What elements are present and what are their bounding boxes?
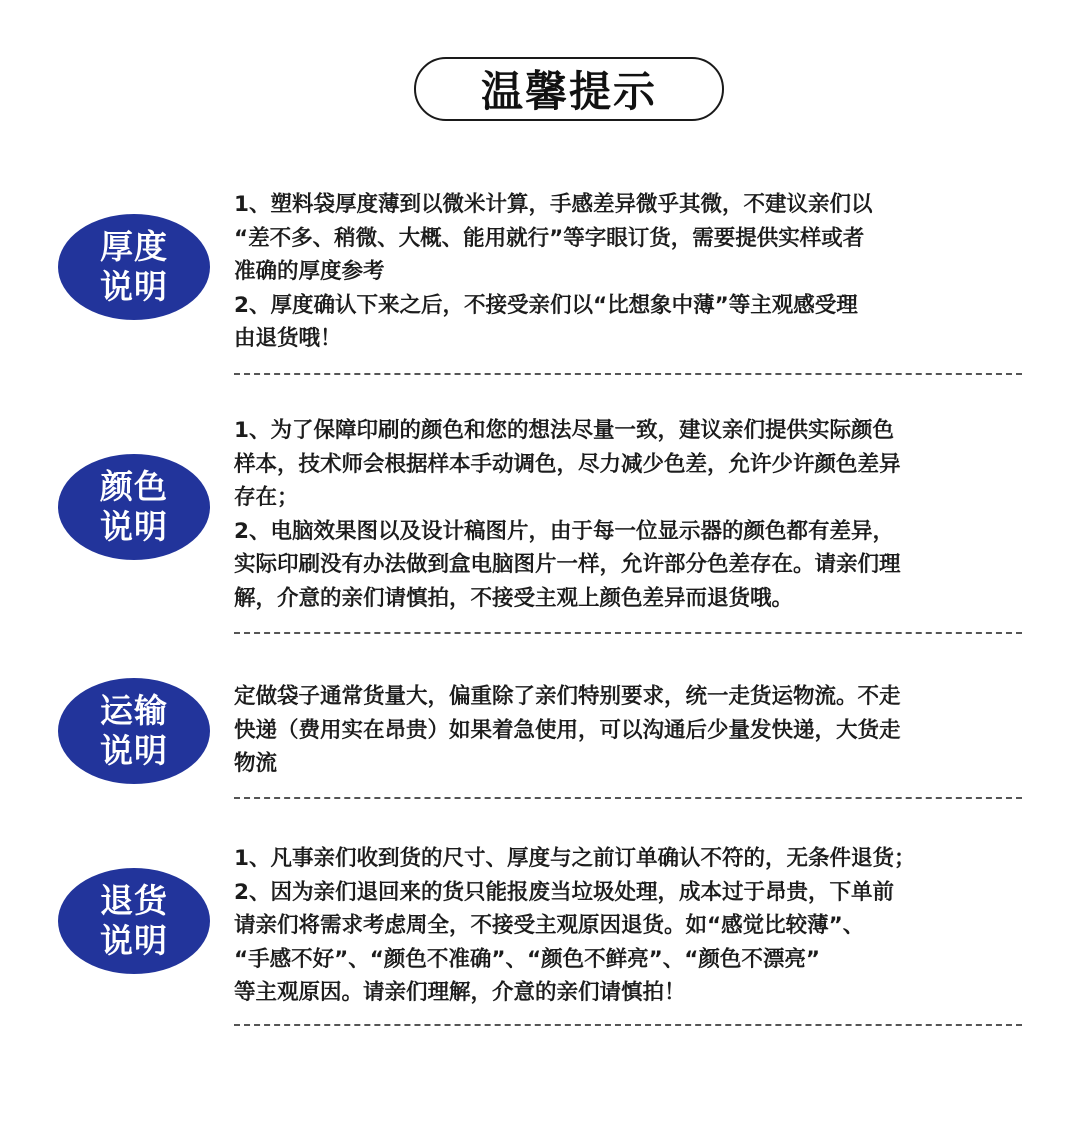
section-divider xyxy=(234,632,1022,634)
thickness-text xyxy=(234,188,1024,356)
text-line: 2、厚度确认下来之后，不接受亲们以“比想象中薄”等主观感受理 xyxy=(234,292,858,318)
section-divider xyxy=(234,797,1022,799)
text-line: 1、为了保障印刷的颜色和您的想法尽量一致，建议亲们提供实际颜色 xyxy=(234,418,894,443)
text-line: 由退货哦！ xyxy=(234,326,342,351)
badge-line-2: 说明 xyxy=(100,731,168,770)
text-line: “手感不好”、“颜色不准确”、“颜色不鲜亮”、“颜色不漂亮” xyxy=(234,946,821,972)
text-line: 1、凡事亲们收到货的尺寸、厚度与之前订单确认不符的，无条件退货； xyxy=(234,846,916,871)
text-line: 等主观原因。请亲们理解，介意的亲们请慎拍！ xyxy=(234,980,686,1005)
badge-line-1: 厚度 xyxy=(100,227,168,266)
text-line: 2、电脑效果图以及设计稿图片，由于每一位显示器的颜色都有差异， xyxy=(234,518,894,544)
text-line: 1、塑料袋厚度薄到以微米计算，手感差异微乎其微，不建议亲们以 xyxy=(234,192,873,217)
text-line: “差不多、稍微、大概、能用就行”等字眼订货，需要提供实样或者 xyxy=(234,225,865,251)
return-badge xyxy=(58,868,210,974)
badge-line-2: 说明 xyxy=(100,267,168,306)
color-badge xyxy=(58,454,210,560)
text-line: 定做袋子通常货量大，偏重除了亲们特别要求，统一走货运物流。不走 xyxy=(234,684,901,709)
title-pill xyxy=(414,57,724,121)
badge-line-2: 说明 xyxy=(100,921,168,960)
color-text xyxy=(234,414,1024,615)
text-line: 2、因为亲们退回来的货只能报废当垃圾处理，成本过于昂贵，下单前 xyxy=(234,879,894,905)
text-line: 请亲们将需求考虑周全，不接受主观原因退货。如“感觉比较薄”、 xyxy=(234,913,865,938)
section-divider xyxy=(234,373,1022,375)
badge-line-1: 退货 xyxy=(100,881,168,920)
text-line: 解，介意的亲们请慎拍，不接受主观上颜色差异而退货哦。 xyxy=(234,585,794,611)
shipping-text xyxy=(234,680,1024,781)
return-text xyxy=(234,842,1024,1010)
text-line: 准确的厚度参考 xyxy=(234,259,385,284)
text-line: 物流 xyxy=(234,751,278,776)
badge-line-2: 说明 xyxy=(100,507,168,546)
text-line: 实际印刷没有办法做到盒电脑图片一样，允许部分色差存在。请亲们理 xyxy=(234,552,901,577)
badge-line-1: 运输 xyxy=(100,691,168,730)
text-line: 快递（费用实在昂贵）如果着急使用，可以沟通后少量发快递，大货走 xyxy=(234,717,901,743)
badge-line-1: 颜色 xyxy=(100,467,168,506)
text-line: 样本，技术师会根据样本手动调色，尽力减少色差，允许少许颜色差异 xyxy=(234,451,901,477)
thickness-badge xyxy=(58,214,210,320)
text-line: 存在； xyxy=(234,485,299,510)
section-divider xyxy=(234,1024,1022,1026)
shipping-badge xyxy=(58,678,210,784)
page-title: 温馨提示 xyxy=(480,67,657,116)
